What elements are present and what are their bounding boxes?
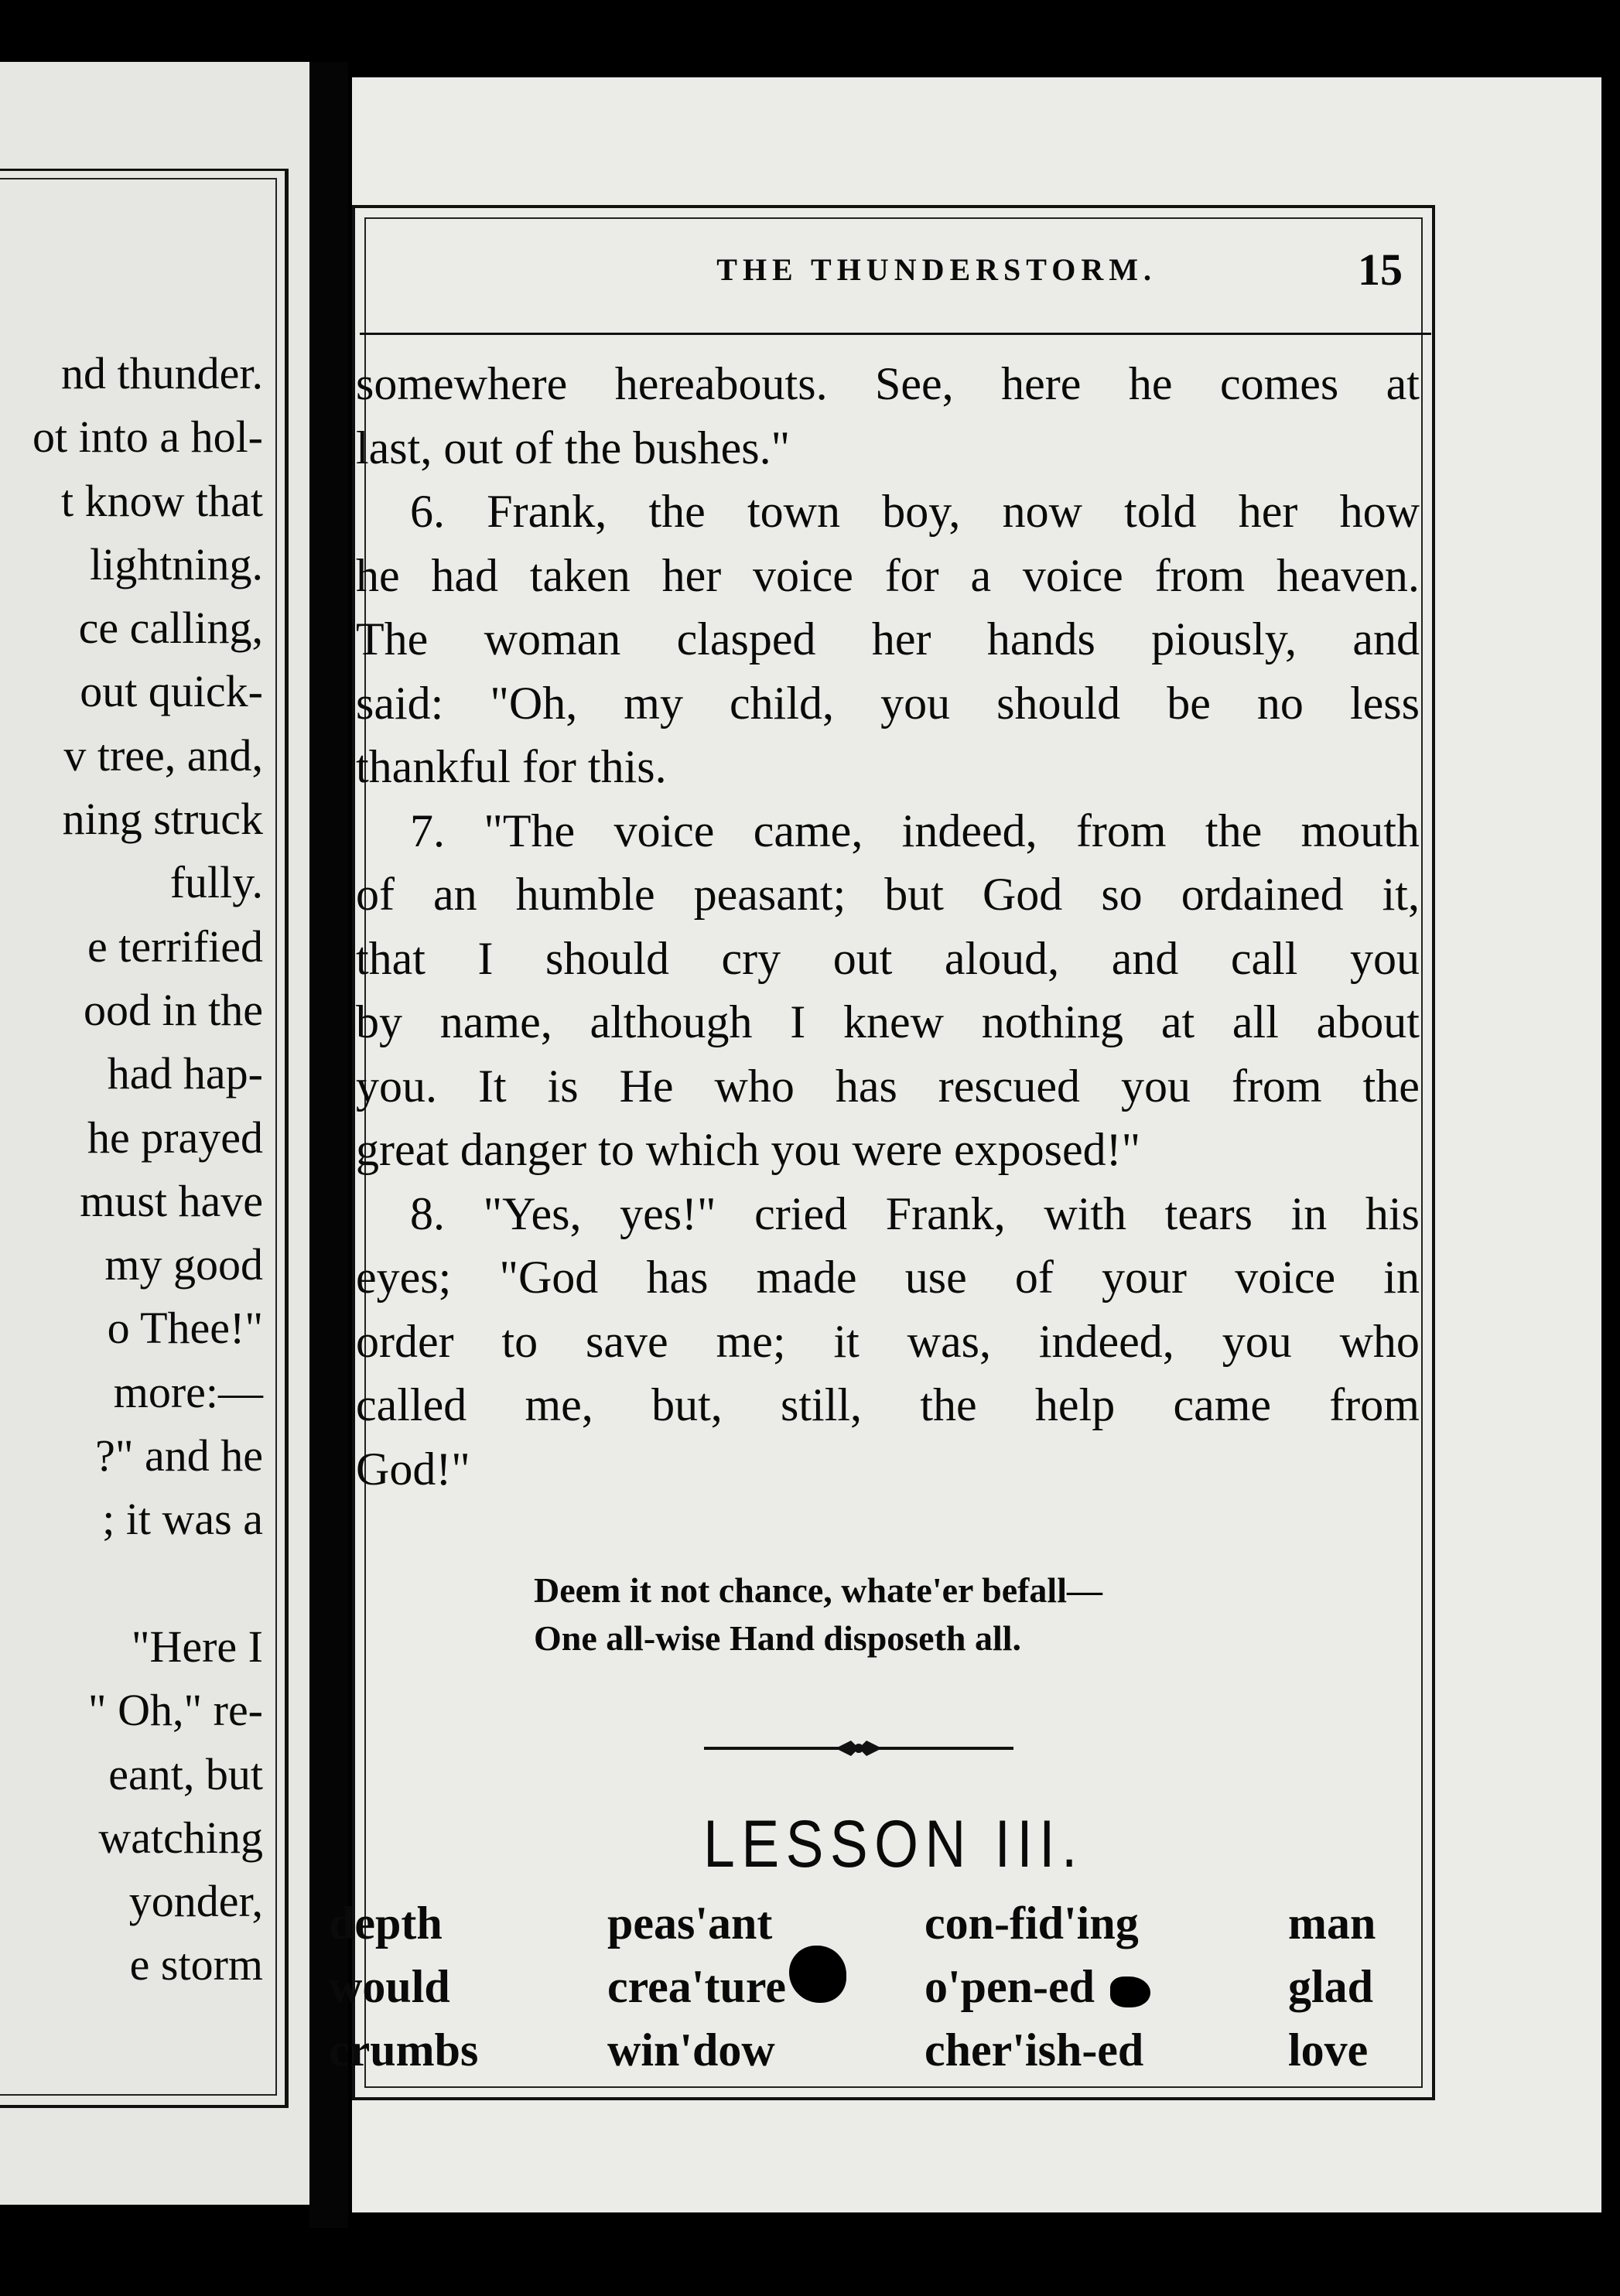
left-text-line: v tree, and,	[63, 729, 263, 781]
word: the	[648, 486, 706, 537]
vocab-column	[607, 1891, 786, 2082]
left-text-line: must have	[80, 1175, 263, 1226]
word: made	[756, 1252, 857, 1303]
word: a	[970, 549, 992, 601]
word: town	[747, 486, 840, 537]
left-text-line: ood in the	[84, 984, 263, 1035]
word: in	[1290, 1187, 1328, 1239]
left-text-line: o Thee!"	[107, 1303, 263, 1354]
left-text-line: more:—	[113, 1366, 263, 1417]
vocab-column	[1288, 1891, 1376, 2082]
word: clasped	[676, 613, 816, 665]
word: piously,	[1151, 613, 1297, 665]
word: by	[356, 996, 402, 1047]
word: and	[1111, 932, 1179, 984]
left-text-line: ?" and he	[95, 1430, 263, 1481]
couplet-line: Deem it not chance, whate'er befall—	[534, 1570, 1102, 1610]
right-page	[329, 77, 1601, 2212]
word: came	[1173, 1379, 1272, 1430]
text-line	[356, 1054, 1420, 1119]
text-line	[356, 1245, 1420, 1310]
word: voice	[1235, 1252, 1336, 1303]
left-text-line: yonder,	[128, 1876, 263, 1927]
text-line	[356, 990, 1420, 1054]
vocab-word: love	[1288, 2024, 1369, 2076]
word: the	[1362, 1060, 1420, 1112]
word: indeed,	[901, 805, 1037, 856]
word: call	[1230, 932, 1298, 984]
word: indeed,	[1038, 1315, 1174, 1367]
word: child,	[730, 677, 834, 729]
vocab-word: crumbs	[329, 2024, 479, 2076]
word: an	[433, 869, 477, 920]
text-line: God!"	[356, 1443, 470, 1495]
word: so	[1101, 869, 1143, 920]
word: voice	[1022, 549, 1123, 601]
text-line	[356, 1373, 1420, 1437]
word: me,	[525, 1379, 593, 1430]
word: has	[646, 1252, 709, 1303]
word: has	[835, 1060, 897, 1112]
word: save	[586, 1315, 668, 1367]
ink-blot	[789, 1946, 846, 2003]
left-text-line: he prayed	[87, 1112, 263, 1163]
word: "Yes,	[483, 1187, 582, 1239]
word: her	[871, 613, 931, 665]
word: hereabouts.	[614, 358, 828, 409]
word: mouth	[1300, 805, 1420, 856]
text-line	[356, 863, 1420, 927]
word: God	[982, 869, 1063, 920]
word: "God	[499, 1252, 599, 1303]
word: name,	[439, 996, 552, 1047]
word: is	[547, 1060, 579, 1112]
word: who	[714, 1060, 795, 1112]
word: tears	[1164, 1187, 1253, 1239]
running-head	[561, 251, 1350, 288]
word: you.	[356, 1060, 437, 1112]
word: my	[624, 677, 683, 729]
word: knew	[842, 996, 944, 1047]
word: was,	[907, 1315, 991, 1367]
left-text-line	[0, 1552, 263, 1615]
word: he	[1128, 358, 1173, 409]
word: me;	[716, 1315, 786, 1367]
left-text-line: eant, but	[108, 1748, 263, 1799]
word: heaven.	[1277, 549, 1420, 601]
word: comes	[1219, 358, 1339, 409]
word: you	[1349, 932, 1420, 984]
word: her	[661, 549, 722, 601]
word: voice	[613, 805, 715, 856]
word: aloud,	[944, 932, 1060, 984]
word: I	[790, 996, 806, 1047]
left-text-line: had hap-	[107, 1048, 263, 1099]
word: cry	[721, 932, 781, 984]
word: her	[1238, 486, 1298, 537]
word: woman	[484, 613, 621, 665]
left-text-line: e terrified	[87, 921, 263, 972]
text-line	[356, 671, 1420, 736]
word: be	[1167, 677, 1211, 729]
word: and	[1352, 613, 1420, 665]
word: no	[1256, 677, 1304, 729]
vocab-word: would	[329, 1961, 450, 2012]
word: I	[477, 932, 494, 984]
left-text-line: my good	[104, 1239, 263, 1290]
word: with	[1044, 1187, 1127, 1239]
word: peasant;	[693, 869, 846, 920]
word: The	[356, 613, 429, 665]
left-text-line: out quick-	[80, 666, 263, 717]
word: your	[1102, 1252, 1188, 1303]
text-line	[356, 927, 1420, 991]
left-text-line: ot into a hol-	[32, 412, 263, 463]
word: ordained	[1181, 869, 1344, 920]
couplet-line: One all-wise Hand disposeth all.	[534, 1618, 1022, 1658]
vocab-word: peas'ant	[607, 1898, 773, 1949]
word: at	[1386, 358, 1420, 409]
text-line	[356, 544, 1420, 608]
word: less	[1349, 677, 1420, 729]
left-text-line: fully.	[169, 857, 263, 908]
word: from	[1329, 1379, 1420, 1430]
word: "The	[484, 805, 576, 856]
body-text	[356, 352, 1420, 1501]
word: about	[1316, 996, 1420, 1047]
header-rule	[360, 333, 1431, 335]
running-head-title: THE THUNDERSTORM.	[716, 252, 1157, 287]
word: should	[996, 677, 1121, 729]
vocab-word: glad	[1288, 1961, 1374, 2012]
word: the	[920, 1379, 977, 1430]
word: eyes;	[356, 1252, 452, 1303]
word: came,	[753, 805, 863, 856]
text-line: last, out of the bushes."	[356, 422, 791, 473]
left-text-line: nd thunder.	[61, 348, 263, 398]
word: order	[356, 1315, 454, 1367]
vocab-word: con-fid'ing	[924, 1898, 1139, 1949]
word: from	[1154, 549, 1246, 601]
word: rescued	[938, 1060, 1081, 1112]
word: should	[545, 932, 670, 984]
vocab-column	[329, 1891, 478, 2082]
word: use	[904, 1252, 967, 1303]
left-page-text	[0, 342, 263, 1997]
word: you	[1121, 1060, 1191, 1112]
word: who	[1339, 1315, 1420, 1367]
word: nothing	[981, 996, 1124, 1047]
text-line: great danger to which you were exposed!"	[356, 1124, 1141, 1175]
word: See,	[875, 358, 954, 409]
left-text-line: e storm	[129, 1939, 263, 1990]
word: "Oh,	[490, 677, 578, 729]
left-text-line: t know that	[61, 475, 263, 526]
left-text-line: ning struck	[62, 794, 263, 845]
word: of	[356, 869, 395, 920]
word: it	[833, 1315, 860, 1367]
vocab-word: man	[1288, 1898, 1376, 1949]
word: that	[356, 932, 426, 984]
word: 6.	[410, 486, 445, 537]
word: his	[1365, 1187, 1420, 1239]
word: how	[1339, 486, 1420, 537]
ink-blot	[1110, 1977, 1150, 2007]
word: you	[880, 677, 951, 729]
left-text-line: "Here I	[131, 1621, 263, 1672]
word: It	[477, 1060, 507, 1112]
vocab-word: o'pen-ed	[924, 1961, 1095, 2012]
word: He	[619, 1060, 674, 1112]
text-line: thankful for this.	[356, 741, 667, 792]
vocab-word: crea'ture	[607, 1961, 787, 2012]
word: the	[1205, 805, 1263, 856]
text-line	[356, 352, 1420, 416]
ornament-divider	[704, 1733, 1013, 1764]
lesson-title: LESSON III.	[703, 1807, 1084, 1881]
word: Frank,	[487, 486, 607, 537]
left-page	[0, 62, 309, 2205]
word: here	[1001, 358, 1082, 409]
text-line	[356, 480, 1420, 544]
left-text-line: ce calling,	[78, 603, 263, 654]
word: now	[1002, 486, 1082, 537]
word: cried	[754, 1187, 848, 1239]
word: all	[1232, 996, 1279, 1047]
word: from	[1231, 1060, 1322, 1112]
word: to	[501, 1315, 538, 1367]
word: 7.	[410, 805, 445, 856]
text-line	[356, 607, 1420, 671]
word: from	[1075, 805, 1167, 856]
vocab-word: depth	[329, 1898, 443, 1949]
word: said:	[356, 677, 444, 729]
word: voice	[752, 549, 853, 601]
word: still,	[781, 1379, 863, 1430]
word: had	[431, 549, 499, 601]
word: told	[1124, 486, 1197, 537]
word: he	[356, 549, 400, 601]
word: hands	[986, 613, 1095, 665]
word: 8.	[410, 1187, 445, 1239]
word: you	[1222, 1315, 1292, 1367]
vocab-word: win'dow	[607, 2024, 775, 2076]
word: help	[1034, 1379, 1116, 1430]
text-line	[356, 1310, 1420, 1374]
word: out	[832, 932, 893, 984]
couplet	[534, 1567, 1153, 1662]
word: of	[1014, 1252, 1054, 1303]
text-line	[356, 1182, 1420, 1246]
left-text-line: ; it was a	[102, 1494, 263, 1545]
word: yes!"	[620, 1187, 716, 1239]
word: taken	[529, 549, 631, 601]
word: in	[1383, 1252, 1420, 1303]
page-number: 15	[1358, 244, 1403, 295]
word: but	[884, 869, 944, 920]
word: at	[1160, 996, 1195, 1047]
word: although	[590, 996, 753, 1047]
left-text-line: " Oh," re-	[87, 1685, 263, 1736]
text-line	[356, 799, 1420, 863]
word: for	[884, 549, 939, 601]
word: but,	[651, 1379, 723, 1430]
vocab-word: cher'ish-ed	[924, 2024, 1144, 2076]
left-text-line: watching	[98, 1812, 263, 1863]
left-text-line: lightning.	[90, 538, 263, 589]
word: Frank,	[885, 1187, 1006, 1239]
word: called	[356, 1379, 467, 1430]
word: humble	[515, 869, 655, 920]
word: somewhere	[356, 358, 568, 409]
word: it,	[1382, 869, 1420, 920]
word: boy,	[882, 486, 961, 537]
